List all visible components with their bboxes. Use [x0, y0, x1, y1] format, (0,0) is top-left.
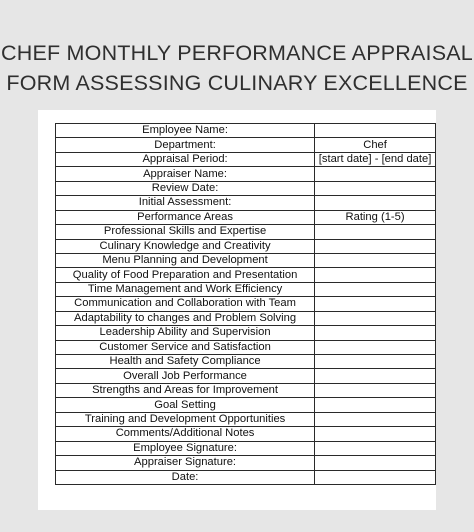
row-value[interactable] — [315, 282, 436, 296]
row-label: Overall Job Performance — [56, 369, 315, 383]
row-value[interactable] — [315, 326, 436, 340]
row-label: Date: — [56, 470, 315, 484]
row-value[interactable] — [315, 456, 436, 470]
row-label: Health and Safety Compliance — [56, 355, 315, 369]
row-label: Menu Planning and Development — [56, 253, 315, 267]
table-row — [56, 412, 436, 426]
row-value[interactable] — [315, 196, 436, 210]
table-row — [56, 268, 436, 282]
row-label: Department: — [56, 138, 315, 152]
row-value[interactable] — [315, 297, 436, 311]
document-title-line-1: CHEF MONTHLY PERFORMANCE APPRAISAL — [1, 41, 473, 65]
table-row — [56, 181, 436, 195]
row-value[interactable]: Rating (1-5) — [315, 210, 436, 224]
table-row — [56, 124, 436, 138]
row-label: Employee Signature: — [56, 441, 315, 455]
row-label: Strengths and Areas for Improvement — [56, 383, 315, 397]
table-row — [56, 297, 436, 311]
table-row — [56, 340, 436, 354]
row-value[interactable] — [315, 124, 436, 138]
table-row — [56, 383, 436, 397]
table-row — [56, 355, 436, 369]
row-label: Leadership Ability and Supervision — [56, 326, 315, 340]
appraisal-form-table — [55, 123, 436, 485]
table-row — [56, 138, 436, 152]
row-label: Quality of Food Preparation and Presentation — [56, 268, 315, 282]
table-row — [56, 427, 436, 441]
table-row — [56, 196, 436, 210]
row-label: Culinary Knowledge and Creativity — [56, 239, 315, 253]
table-row — [56, 282, 436, 296]
document-title-line-2: FORM ASSESSING CULINARY EXCELLENCE — [6, 71, 468, 95]
row-label: Comments/Additional Notes — [56, 427, 315, 441]
row-value[interactable] — [315, 470, 436, 484]
row-value[interactable] — [315, 268, 436, 282]
row-value[interactable] — [315, 239, 436, 253]
row-value[interactable] — [315, 167, 436, 181]
table-row — [56, 326, 436, 340]
row-value[interactable] — [315, 355, 436, 369]
table-row — [56, 152, 436, 166]
document-title — [0, 38, 474, 98]
row-value[interactable] — [315, 369, 436, 383]
table-row — [56, 369, 436, 383]
table-row — [56, 311, 436, 325]
row-value[interactable] — [315, 253, 436, 267]
table-row — [56, 167, 436, 181]
table-row — [56, 398, 436, 412]
row-label: Appraisal Period: — [56, 152, 315, 166]
row-label: Communication and Collaboration with Team — [56, 297, 315, 311]
row-value[interactable] — [315, 398, 436, 412]
table-row — [56, 456, 436, 470]
table-row — [56, 470, 436, 484]
row-label: Goal Setting — [56, 398, 315, 412]
row-value[interactable] — [315, 311, 436, 325]
row-label: Appraiser Signature: — [56, 456, 315, 470]
table-row — [56, 441, 436, 455]
row-label: Customer Service and Satisfaction — [56, 340, 315, 354]
row-value[interactable] — [315, 412, 436, 426]
row-value[interactable] — [315, 225, 436, 239]
row-label: Employee Name: — [56, 124, 315, 138]
row-label: Training and Development Opportunities — [56, 412, 315, 426]
row-label: Performance Areas — [56, 210, 315, 224]
row-label: Time Management and Work Efficiency — [56, 282, 315, 296]
row-value[interactable] — [315, 340, 436, 354]
table-row — [56, 225, 436, 239]
row-label: Initial Assessment: — [56, 196, 315, 210]
row-label: Adaptability to changes and Problem Solving — [56, 311, 315, 325]
table-row — [56, 239, 436, 253]
row-label: Appraiser Name: — [56, 167, 315, 181]
row-value[interactable] — [315, 383, 436, 397]
row-value[interactable]: [start date] - [end date] — [315, 152, 436, 166]
row-value[interactable] — [315, 181, 436, 195]
row-value[interactable]: Chef — [315, 138, 436, 152]
row-label: Review Date: — [56, 181, 315, 195]
table-row — [56, 253, 436, 267]
form-sheet — [38, 110, 436, 510]
row-value[interactable] — [315, 441, 436, 455]
table-row — [56, 210, 436, 224]
row-value[interactable] — [315, 427, 436, 441]
row-label: Professional Skills and Expertise — [56, 225, 315, 239]
